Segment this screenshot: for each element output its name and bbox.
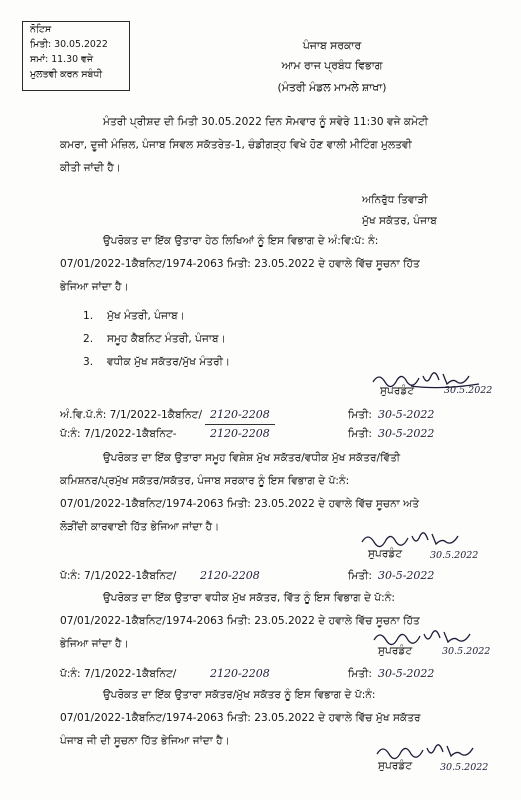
signature-4-title: ਸੁਪਰਡੰਟ	[378, 760, 413, 772]
notice-time: ਸਮਾਂ: 11.30 ਵਜੇ	[30, 54, 94, 65]
signatory-title: ਮੁੱਖ ਸਕੱਤਰ, ਪੰਜਾਬ	[362, 215, 437, 227]
list-item-2-number: 2.	[83, 333, 94, 345]
header-branch: (ਮੰਤਰੀ ਮੰਡਲ ਮਾਮਲੇ ਸ਼ਾਖਾ)	[277, 81, 387, 94]
signature-4	[375, 742, 487, 762]
list-item-3-number: 3.	[83, 356, 94, 368]
section1-ref2-date-label: ਮਿਤੀ:	[348, 428, 372, 440]
list-item-1-number: 1.	[83, 310, 94, 322]
list-item-1: ਮੁੱਖ ਮੰਤਰੀ, ਪੰਜਾਬ।	[107, 310, 185, 322]
section2-ref-number: 2120-2208	[200, 569, 260, 582]
section3-date: 30-5-2022	[378, 667, 435, 680]
section3-ref-number: 2120-2208	[210, 667, 270, 680]
section1-ref2-date: 30-5-2022	[378, 427, 435, 440]
signature-2-date: 30.5.2022	[430, 550, 479, 561]
section2-date-label: ਮਿਤੀ:	[348, 570, 372, 582]
para2-line2: 07/01/2022-1ਕੈਬਨਿਟ/1974-2063 ਮਿਤੀ: 23.05.2022 ਦੇ ਹਵਾਲੇ ਵਿੱਚ ਸੂਚਨਾ ਹਿੱਤ	[60, 258, 420, 270]
para1-line2: ਕਮਰਾ, ਦੂਜੀ ਮੰਜ਼ਿਲ, ਪੰਜਾਬ ਸਿਵਲ ਸਕੱਤਰੇਤ-1, ਚੰਡੀਗੜ੍ਹ ਵਿਖੇ ਹੋਣ ਵਾਲੀ ਮੀਟਿੰਗ ਮੁਲਤਵੀ	[60, 139, 412, 151]
signature-1-title: ਸੁਪਰਡੰਟ	[380, 385, 415, 397]
section3-para-line2: 07/01/2022-1ਕੈਬਨਿਟ/1974-2063 ਮਿਤੀ: 23.05.2022 ਦੇ ਹਵਾਲੇ ਵਿੱਚ ਮੁੱਖ ਸਕੱਤਰ	[60, 712, 421, 724]
notice-subject: ਮੁਲਤਵੀ ਕਰਨ ਸਬੰਧੀ	[30, 69, 103, 80]
para1-line1: ਮੰਤਰੀ ਪ੍ਰੀਸ਼ਦ ਦੀ ਮਿਤੀ 30.05.2022 ਦਿਨ ਸੋਮਵਾਰ ਨੂੰ ਸਵੇਰੇ 11:30 ਵਜੇ ਕਮੇਟੀ	[103, 116, 429, 128]
signature-1-date: 30.5.2022	[444, 385, 493, 396]
section2-ref-label: ਪੱ:ਨੰ: 7/1/2022-1ਕੈਬਨਿਟ/	[60, 570, 177, 582]
signature-4-date: 30.5.2022	[440, 762, 489, 773]
list-item-3: ਵਧੀਕ ਮੁੱਖ ਸਕੱਤਰ/ਮੁੱਖ ਮੰਤਰੀ।	[107, 356, 231, 368]
section3-ref-label: ਪੱ:ਨੰ: 7/1/2022-1ਕੈਬਨਿਟ/	[60, 668, 177, 680]
section1-ref1-underline	[205, 424, 275, 425]
section1-para-line3: 07/01/2022-1ਕੈਬਨਿਟ/1974-2063 ਮਿਤੀ: 23.05.2022 ਦੇ ਹਵਾਲੇ ਵਿੱਚ ਸੂਚਨਾ ਅਤੇ	[60, 498, 419, 510]
header-government: ਪੰਜਾਬ ਸਰਕਾਰ	[302, 39, 362, 52]
section1-ref2-number: 2120-2208	[210, 427, 270, 440]
header-department: ਆਮ ਰਾਜ ਪ੍ਰਬੰਧ ਵਿਭਾਗ	[281, 59, 383, 72]
section1-ref1-number: 2120-2208	[210, 408, 270, 421]
para2-line1: ਉਪਰੋਕਤ ਦਾ ਇੱਕ ਉਤਾਰਾ ਹੇਠ ਲਿਖਿਆਂ ਨੂੰ ਇਸ ਵਿਭਾਗ ਦੇ ਅੰ:ਵਿ:ਪੱ: ਨੰ:	[103, 235, 379, 247]
section2-date: 30-5-2022	[378, 569, 435, 582]
signatory-name: ਅਨਿਰੁੱਧ ਤਿਵਾੜੀ	[362, 194, 428, 206]
section2-para-line3: ਭੇਜਿਆ ਜਾਂਦਾ ਹੈ।	[60, 638, 129, 650]
list-item-2: ਸਮੂਹ ਕੈਬਨਿਟ ਮੰਤਰੀ, ਪੰਜਾਬ।	[107, 333, 226, 345]
section1-para-line4: ਲੋੜੀਂਦੀ ਕਾਰਵਾਈ ਹਿੱਤ ਭੇਜਿਆ ਜਾਂਦਾ ਹੈ।	[60, 521, 220, 533]
section1-ref1-date-label: ਮਿਤੀ:	[348, 409, 372, 421]
section1-para-line1: ਉਪਰੋਕਤ ਦਾ ਇੱਕ ਉਤਾਰਾ ਸਮੂਹ ਵਿਸ਼ੇਸ਼ ਮੁੱਖ ਸਕੱਤਰ/ਵਧੀਕ ਮੁੱਖ ਸਕੱਤਰ/ਵਿੱਤੀ	[103, 452, 401, 464]
signature-2	[360, 530, 472, 550]
section3-date-label: ਮਿਤੀ:	[348, 668, 372, 680]
section1-ref1-label: ਅੰ.ਵਿ.ਪੱ.ਨੰ: 7/1/2022-1ਕੈਬਨਿਟ/	[60, 409, 203, 421]
para2-line3: ਭੇਜਿਆ ਜਾਂਦਾ ਹੈ।	[60, 281, 129, 293]
signature-3-date: 30.5.2022	[442, 646, 491, 657]
section3-para-line1: ਉਪਰੋਕਤ ਦਾ ਇੱਕ ਉਤਾਰਾ ਸਕੱਤਰ/ਮੁੱਖ ਸਕੱਤਰ ਨੂੰ ਇਸ ਵਿਭਾਗ ਦੇ ਪੱ:ਨੰ:	[103, 689, 376, 701]
section1-ref2-label: ਪੱ:ਨੰ: 7/1/2022-1ਕੈਬਨਿਟ-	[60, 428, 177, 440]
section2-para-line1: ਉਪਰੋਕਤ ਦਾ ਇੱਕ ਉਤਾਰਾ ਵਧੀਕ ਮੁੱਖ ਸਕੱਤਰ, ਵਿੱਤ ਨੂੰ ਇਸ ਵਿਭਾਗ ਦੇ ਪੱ:ਨੰ:	[103, 592, 395, 604]
section2-para-line2: 07/01/2022-1ਕੈਬਨਿਟ/1974-2063 ਮਿਤੀ: 23.05.2022 ਦੇ ਹਵਾਲੇ ਵਿੱਚ ਸੂਚਨਾ ਹਿੱਤ	[60, 615, 420, 627]
notice-title: ਨੋਟਿਸ	[30, 24, 52, 35]
section1-ref1-date: 30-5-2022	[378, 408, 435, 421]
signature-3-title: ਸੁਪਰਡੰਟ	[378, 645, 413, 657]
section3-para-line3: ਪੰਜਾਬ ਜੀ ਦੀ ਸੂਚਨਾ ਹਿੱਤ ਭੇਜਿਆ ਜਾਂਦਾ ਹੈ।	[60, 735, 230, 747]
signature-2-title: ਸੁਪਰਡੰਟ	[368, 548, 403, 560]
para1-line3: ਕੀਤੀ ਜਾਂਦੀ ਹੈ।	[60, 162, 121, 174]
notice-date: ਮਿਤੀ: 30.05.2022	[30, 39, 108, 50]
section1-para-line2: ਕਮਿਸ਼ਨਰ/ਪ੍ਰਮੁੱਖ ਸਕੱਤਰ/ਸਕੱਤਰ, ਪੰਜਾਬ ਸਰਕਾਰ ਨੂੰ ਇਸ ਵਿਭਾਗ ਦੇ ਪੱ:ਨੰ:	[60, 475, 350, 487]
